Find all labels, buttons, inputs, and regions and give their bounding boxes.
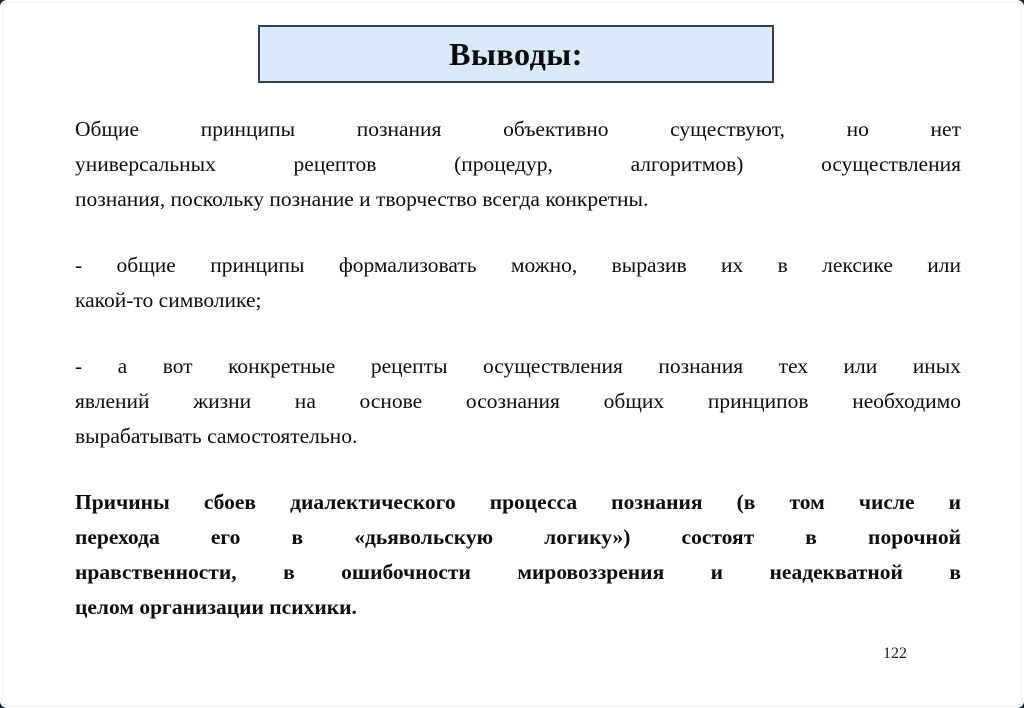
paragraph-line: познания, поскольку познание и творчество всегда конкретны. [75,187,649,211]
slide-body [75,112,961,656]
paragraph-line: - а вот конкретные рецепты осуществления познания тех или иных [75,354,961,378]
paragraph-line: целом организации психики. [75,595,357,619]
paragraph-line: вырабатывать самостоятельно. [75,424,358,448]
paragraph-line: нравственности, в ошибочности мировоззрения и неадекватной в [75,560,961,584]
paragraph-line: Общие принципы познания объективно существуют, но нет [75,117,961,141]
paragraph-line: Причины сбоев диалектического процесса познания (в том числе и [75,490,961,514]
paragraph [75,485,961,625]
paragraph-line: явлений жизни на основе осознания общих принципов необходимо [75,389,961,413]
slide-title-box [258,25,774,83]
paragraph [75,248,961,318]
paragraph-line: какой-то символике; [75,288,262,312]
paragraph [75,112,961,217]
page-number: 122 [883,645,907,662]
slide-title: Выводы: [449,35,583,72]
paragraph-line: универсальных рецептов (процедур, алгоритмов) осуществления [75,152,961,176]
paragraph-line: - общие принципы формализовать можно, выразив их в лексике или [75,253,961,277]
paragraph [75,349,961,454]
paragraph-line: перехода его в «дьявольскую логику») состоят в порочной [75,525,961,549]
